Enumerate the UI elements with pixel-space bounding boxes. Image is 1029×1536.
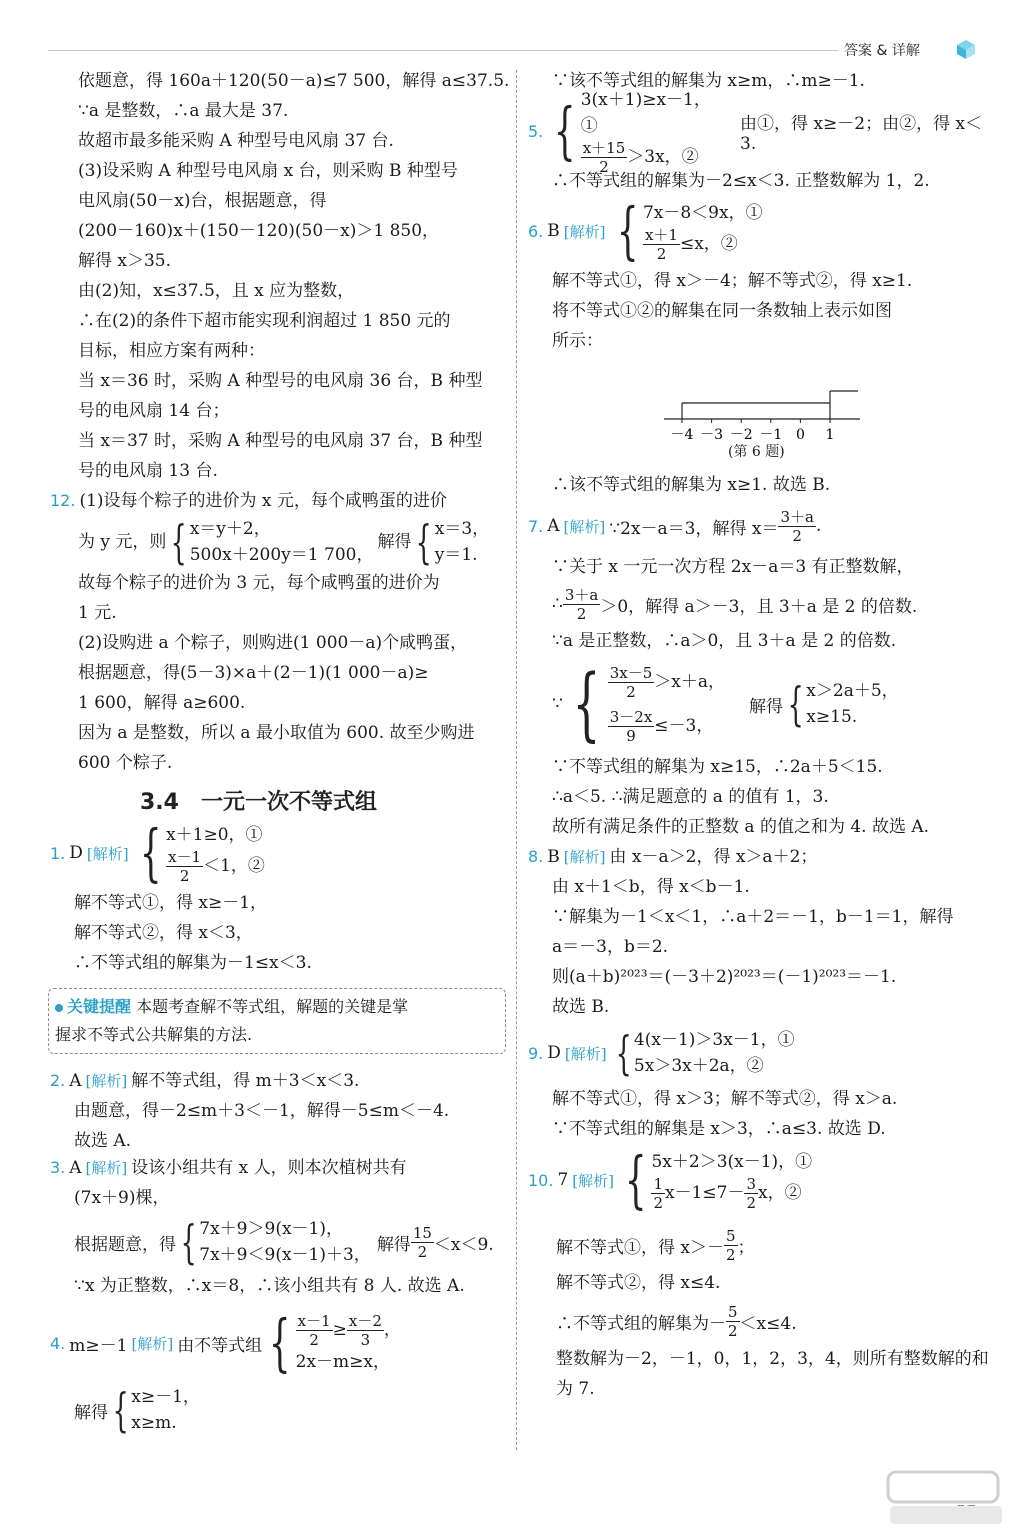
text-line: 依题意，得 160a＋120(50－a)≤7 500，解得 a≤37.5. xyxy=(78,71,510,91)
left-column xyxy=(50,66,510,778)
tick-label: 0 xyxy=(795,427,805,443)
text-line: ∴不等式组的解集为－1≤x＜3. xyxy=(74,953,312,973)
text-line: 1 600，解得 a≥600. xyxy=(78,693,246,713)
right-column: ∵该不等式组的解集为 x≥m，∴m≥－1. 5. { 3(x＋1)≥x－1，① $\frac{x+15}{2}$ ＞3x，② 由①，得 x≥－2；由②，得 x＜3. ∴不等式组的解集为－2≤x＜3. 正整数解为 1，2. 6. B [解析] { 7x－8＜9x，① $\frac{x+1}{2}$ ≤x，② 解不等式①，得 x＞－4；解不等式②，得 x≥1. 将不等式①②的解集在同一条数轴上表示如图 所示： xyxy=(528,66,990,356)
problem-11-continued xyxy=(50,66,510,486)
problem-12-rest xyxy=(50,568,505,778)
text-line: 当 x＝37 时，采购 A 种型号的电风扇 37 台，B 种型 xyxy=(78,431,483,451)
text-line: 根据题意，得(5－3)×a＋(2－1)(1 000－a)≥ xyxy=(78,663,429,683)
tick-label: 1 xyxy=(825,427,835,443)
question-6: 6. B [解析] { 7x－8＜9x，① $\frac{x+1}{2}$ ≤x，② xyxy=(528,194,763,267)
problem-12-system-line: 为 y 元，则 { x＝y＋2， 500x＋200y＝1 700， 解得 { x＝3， y＝1. xyxy=(78,515,490,569)
text-line: ∵不等式组的解集为 x≥15，∴2a＋5＜15. xyxy=(552,757,883,777)
analysis-tag: [解析] xyxy=(86,844,129,863)
question-4: 4. m≥－1 [解析] 由不等式组 { $\frac{x-1}{2}$ ≥ $\frac{x-2}{3}$ ， 2x－m≥x， 解得 { x≥－1， x≥m. xyxy=(50,1306,401,1437)
text-line: 故选 A. xyxy=(74,1131,132,1151)
text-line: 故选 B. xyxy=(552,997,610,1017)
text-line: 当 x＝36 时，采购 A 种型号的电风扇 36 台，B 种型 xyxy=(78,371,483,391)
figure-caption: (第 6 题) xyxy=(728,444,785,460)
text-line: 600 个粽子. xyxy=(78,753,173,773)
problem-12-line1: 12. (1)设每个粽子的进价为 x 元，每个咸鸭蛋的进价 xyxy=(50,491,447,511)
question-3: 3. A [解析] 设该小组共有 x 人，则本次植树共有 (7x＋9)棵， 根据题意，得 { 7x＋9＞9(x－1)， 7x＋9＜9(x－1)＋3， 解得 $\frac{15}{2}$ ＜x＜9. ∵x 为正整数，∴x＝8，∴该小组共有 8 人. 故选 A. xyxy=(50,1158,494,1296)
question-7: 7. A [解析] ∵2x－a＝3，解得 x＝ $\frac{3+a}{2}$ . xyxy=(528,507,822,545)
text-line: 目标，相应方案有两种： xyxy=(78,341,265,361)
text-line: 由(2)知，x≤37.5，且 x 应为整数， xyxy=(78,281,355,301)
section-title: 3.4 一元一次不等式组 xyxy=(140,790,377,815)
text-line: 故所有满足条件的正整数 a 的值之和为 4. 故选 A. xyxy=(552,817,930,837)
text-line: 解不等式①，得 x＞3；解不等式②，得 x＞a. xyxy=(552,1089,898,1109)
text-line: 解不等式①，得 x＞－4；解不等式②，得 x≥1. xyxy=(552,271,913,291)
question-8: 8. B [解析] 由 x－a＞2，得 x＞a＋2； xyxy=(528,847,818,867)
question-9: 9. D [解析] { 4(x－1)＞3x－1，① 5x＞3x＋2a，② xyxy=(528,1026,795,1080)
cube-icon xyxy=(955,38,977,60)
question-10: 10. 7 [解析] { 5x＋2＞3(x－1)，① $\frac{1}{2}$ x－1≤7－ $\frac{3}{2}$ x，② xyxy=(528,1143,813,1216)
text-line: 故超市最多能采购 A 种型号电风扇 37 台. xyxy=(78,131,394,151)
text-line: 解不等式①，得 x≥－1， xyxy=(74,893,268,913)
text-line: 所示： xyxy=(552,331,603,351)
text-line: (2)设购进 a 个粽子，则购进(1 000－a)个咸鸭蛋， xyxy=(78,633,468,653)
text-line: (3)设采购 A 种型号电风扇 x 台，则采购 B 种型号 xyxy=(78,161,458,181)
tick-label: －1 xyxy=(759,427,783,443)
text-line: 则(a＋b)²⁰²³＝(－3＋2)²⁰²³＝(－1)²⁰²³＝－1. xyxy=(552,967,897,987)
solution-system: { x＝3， y＝1. xyxy=(416,515,490,569)
text-line: 因为 a 是整数，所以 a 最小取值为 600. 故至少购进 xyxy=(78,723,475,743)
question-5: 5. { 3(x＋1)≥x－1，① $\frac{x+15}{2}$ ＞3x，② 由①，得 x≥－2；由②，得 x＜3. xyxy=(528,89,983,176)
header-label: 答案 & 详解 xyxy=(844,43,920,59)
text-line: 故每个粽子的进价为 3 元，每个咸鸭蛋的进价为 xyxy=(78,573,440,593)
watermark-logo xyxy=(870,1462,1020,1532)
text-line: (200－160)x＋(150－120)(50－x)＞1 850， xyxy=(78,221,440,241)
text-line: ∵a 是整数，∴a 最大是 37. xyxy=(78,101,289,121)
tip-dot-icon xyxy=(55,1004,63,1012)
text-line: 1 元. xyxy=(78,603,117,623)
text-line: 号的电风扇 14 台； xyxy=(78,401,230,421)
text-line: 由题意，得－2≤m＋3＜－1，解得－5≤m＜－4. xyxy=(74,1101,450,1121)
question-1-solution xyxy=(50,888,505,978)
question-2: 2. A [解析] 解不等式组，得 m＋3＜x＜3. 由题意，得－2≤m＋3＜－1，解得－5≤m＜－4. 故选 A. xyxy=(50,1066,505,1156)
tick-label: －3 xyxy=(700,427,724,443)
text-line: ∵不等式组的解集是 x＞3，∴a≤3. 故选 D. xyxy=(552,1119,886,1139)
right-column-lower: ∴该不等式组的解集为 x≥1. 故选 B. 7. A [解析] ∵2x－a＝3，解得 x＝ $\frac{3+a}{2}$ . ∵关于 x 一元一次方程 2x－a＝3 有正整数解， ∴ $\frac{3+a}{2}$ ＞0，解得 a＞－3，且 3＋a 是 2 的倍数. ∵a 是正整数，∴a＞0，且 3＋a 是 2 的倍数. ∵ { $\frac{3x-5}{2}$ ＞x＋a， $\frac{3-2x}{9}$ ≤－3， 解得 { x＞2a＋5， x≥15. ∵不等式组的解集为 x≥15，∴2a＋5＜15. ∴a＜5. ∴满足题意的 a 的值有 1，3. 故所有满足条件的正整数 a 的值之和为 4. 故选 A. 8. B [解析] 由 x－a＞2，得 x＞a＋2； 由 x＋1＜b，得 x＜b－1. ∵解集为－1＜x＜1，∴a＋2＝－1，b－1＝1，解得 a＝－3，b＝2. 则(a＋b)²⁰²³＝(－3＋2)²⁰²³＝(－1)²⁰²³＝－1. 故选 B. 9. D [解析] { 4(x－1)＞3x－1，① 5x＞3x＋2a，② 解不等式①，得 x＞3；解不等式②，得 x＞a. ∵不等式组的解集是 x＞3，∴a≤3. 故选 D. 10. 7 [解析] { 5x＋2＞3(x－1)，① $\frac{1}{2}$ x－1≤7－ $\frac{3}{2}$ x，② 解不等式①，得 x＞－ $\frac{5}{2}$ ； 解不等式②，得 x≤4. ∴不等式组的解集为－ $\frac{5}{2}$ ＜x≤4. 整数解为－2，－1，0，1，2，3，4，则所有整数解的和 为 7. xyxy=(528,475,989,1399)
text-line: 由 x＋1＜b，得 x＜b－1. xyxy=(552,877,750,897)
text-line: 号的电风扇 13 台. xyxy=(78,461,218,481)
header-rule xyxy=(48,50,838,51)
text-line: 电风扇(50－x)台，根据题意，得 xyxy=(78,191,327,211)
text-line: 将不等式①②的解集在同一条数轴上表示如图 xyxy=(552,301,892,321)
inequality-system: { x＋1≥0，① $\frac{x-1}{2}$ ＜1，② xyxy=(139,816,265,889)
text-line: 解得 x＞35. xyxy=(78,251,172,271)
text-line: ∴在(2)的条件下超市能实现利润超过 1 850 元的 xyxy=(78,311,451,331)
question-1: 1. D [解析] { x＋1≥0，① $\frac{x-1}{2}$ ＜1，② 解不等式①，得 x≥－1， 解不等式②，得 x＜3， ∴不等式组的解集为－1≤x＜3. xyxy=(50,818,505,978)
text-line: 解不等式②，得 x＜3， xyxy=(74,923,253,943)
text-line: ∵解集为－1＜x＜1，∴a＋2＝－1，b－1＝1，解得 xyxy=(552,907,954,927)
text-line: ∴a＜5. ∴满足题意的 a 的值有 1，3. xyxy=(552,787,829,807)
column-divider xyxy=(516,70,517,1450)
tick-label: －2 xyxy=(729,427,753,443)
equation-system: { x＝y＋2， 500x＋200y＝1 700， xyxy=(171,515,374,569)
tick-label: －4 xyxy=(670,427,694,443)
text-line: a＝－3，b＝2. xyxy=(552,937,669,957)
key-tip-box: 关键提醒 本题考查解不等式组，解题的关键是掌 握求不等式公共解集的方法. xyxy=(48,988,506,1054)
